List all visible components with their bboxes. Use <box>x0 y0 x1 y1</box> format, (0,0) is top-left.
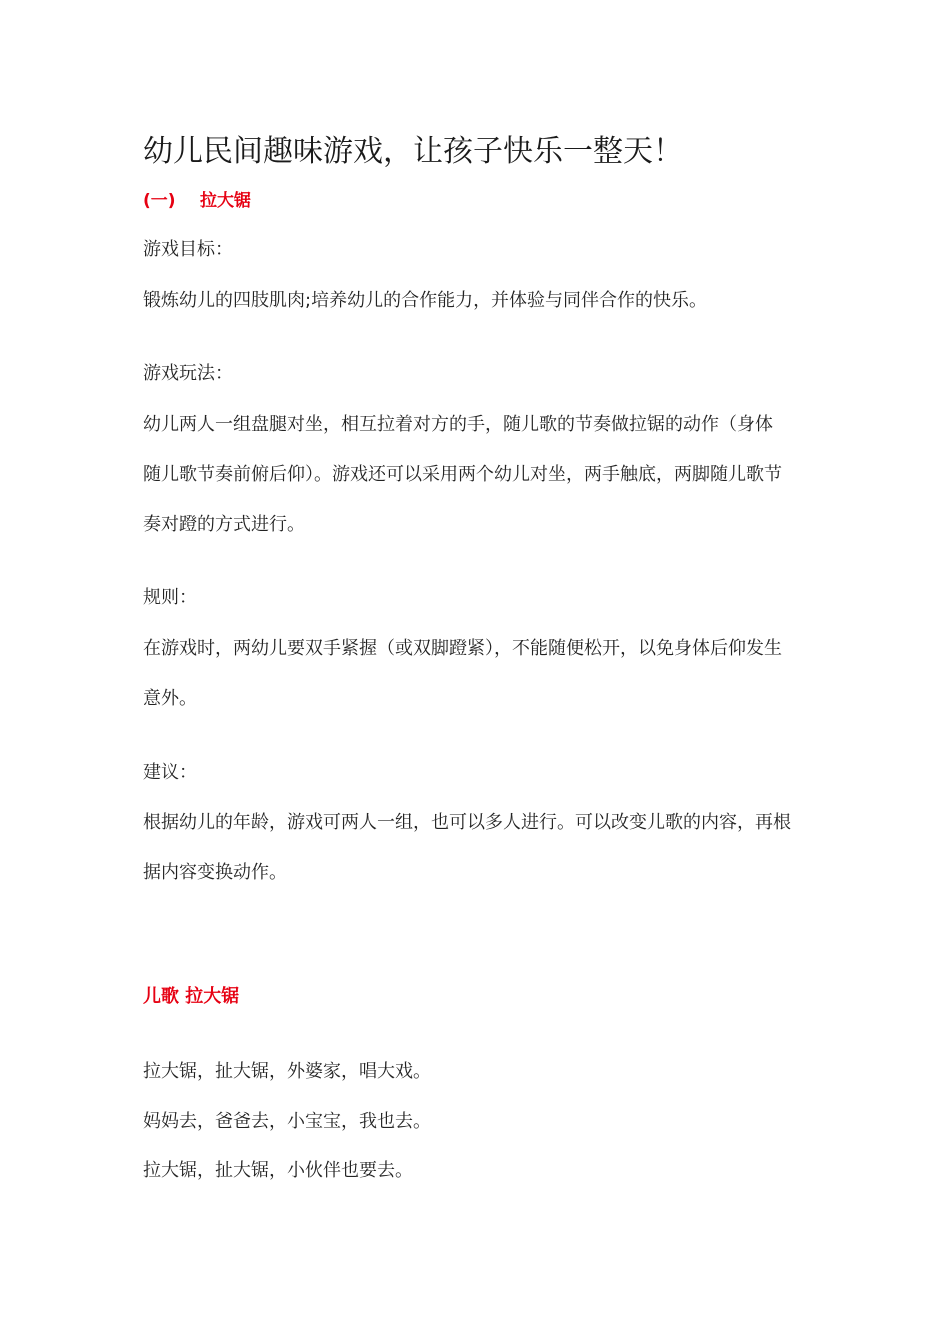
advice-label: 建议： <box>143 762 197 783</box>
play-label: 游戏玩法： <box>143 363 233 384</box>
advice-paragraph <box>143 798 811 898</box>
goal-line: 锻炼幼儿的四肢肌肉;培养幼儿的合作能力，并体验与同伴合作的快乐。 <box>143 290 708 311</box>
advice-line: 据内容变换动作。 <box>143 862 287 883</box>
song-line: 拉大锯，扯大锯，外婆家，唱大戏。 <box>143 1061 431 1082</box>
section-number: (一) <box>143 191 176 211</box>
play-line: 幼儿两人一组盘腿对坐，相互拉着对方的手，随儿歌的节奏做拉锯的动作（身体 <box>143 414 773 435</box>
song-line: 拉大锯，扯大锯，小伙伴也要去。 <box>143 1160 413 1181</box>
rules-label: 规则： <box>143 587 197 608</box>
advice-line: 根据幼儿的年龄，游戏可两人一组，也可以多人进行。可以改变儿歌的内容，再根 <box>143 812 791 833</box>
goal-label: 游戏目标： <box>143 239 233 260</box>
rules-line: 意外。 <box>143 688 197 709</box>
play-line: 随儿歌节奏前俯后仰）。游戏还可以采用两个幼儿对坐，两手触底，两脚随儿歌节 <box>143 464 782 485</box>
section-name: 拉大锯 <box>200 191 251 211</box>
section-heading <box>143 189 251 213</box>
goal-paragraph <box>143 276 811 326</box>
play-line: 奏对蹬的方式进行。 <box>143 514 305 535</box>
rules-line: 在游戏时，两幼儿要双手紧握（或双脚蹬紧），不能随便松开，以免身体后仰发生 <box>143 638 782 659</box>
page-title: 幼儿民间趣味游戏，让孩子快乐一整天！ <box>143 134 683 169</box>
play-paragraph <box>143 400 811 550</box>
song-title: 儿歌 拉大锯 <box>143 986 240 1007</box>
song-line: 妈妈去，爸爸去，小宝宝，我也去。 <box>143 1111 431 1132</box>
rules-paragraph <box>143 624 811 724</box>
